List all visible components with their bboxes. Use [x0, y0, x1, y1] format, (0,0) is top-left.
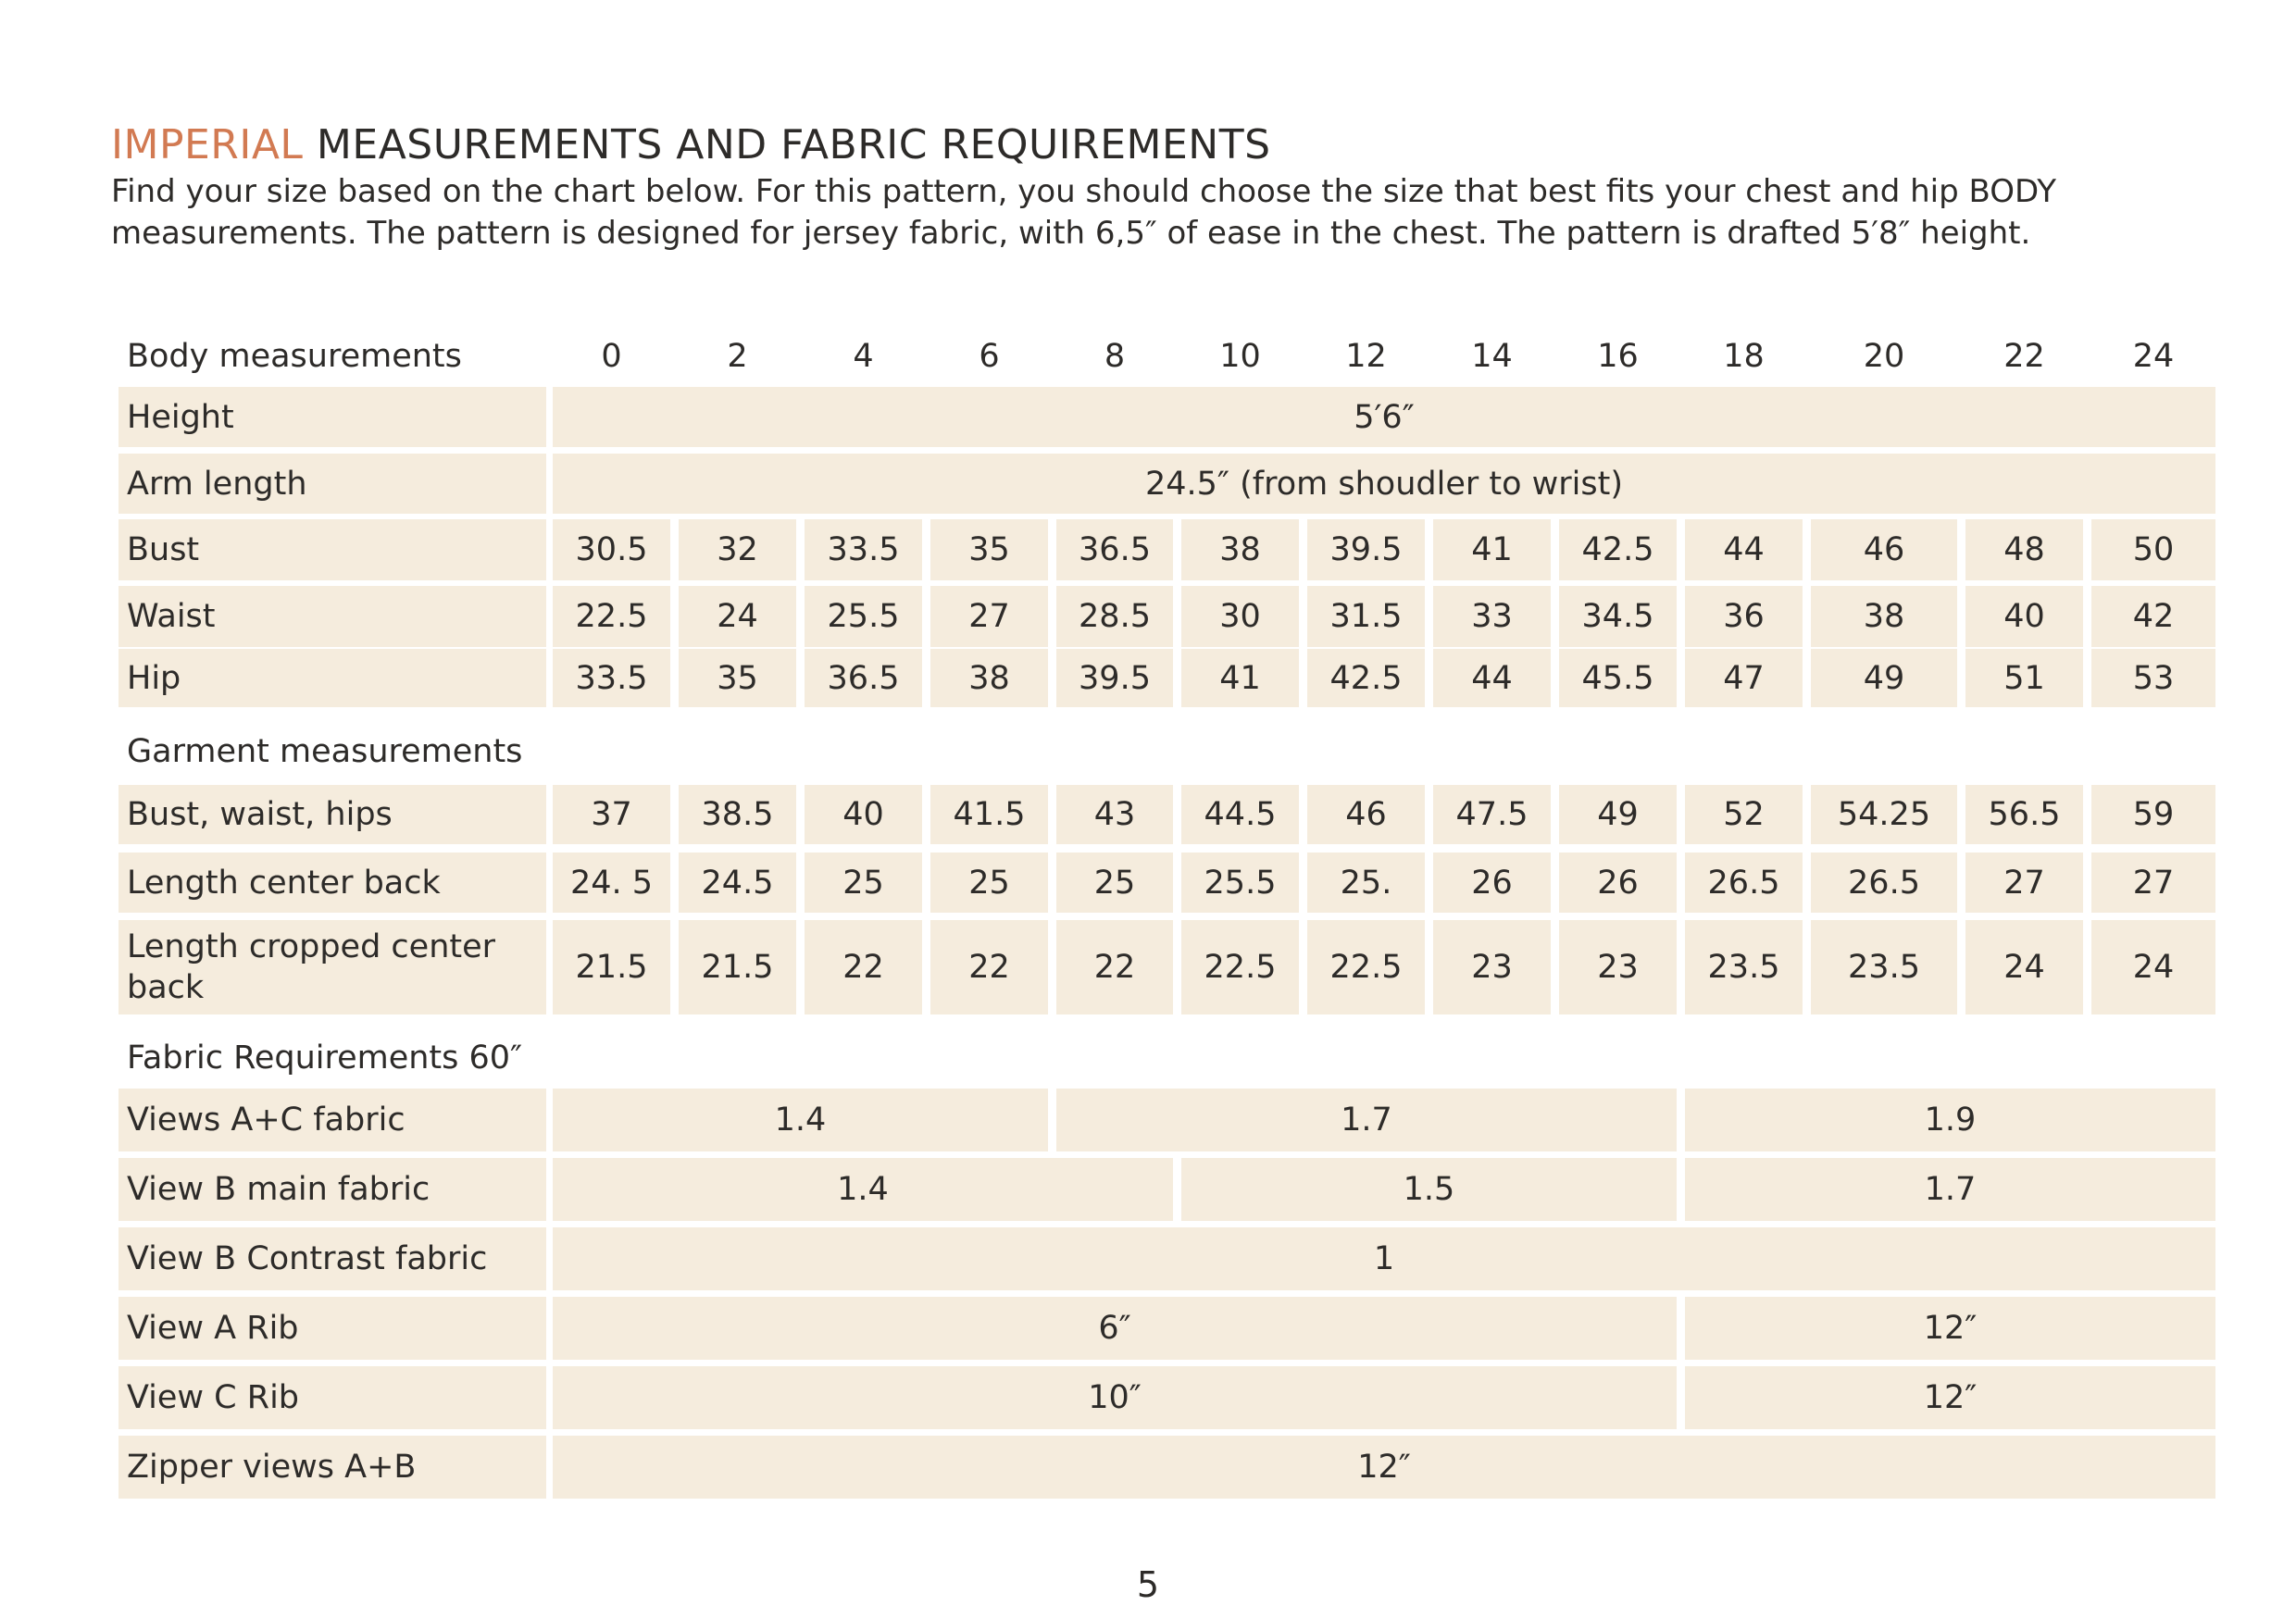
size-value: 42: [2091, 586, 2215, 647]
size-value: 26.5: [1811, 853, 1957, 913]
span-value: 1.4: [553, 1089, 1048, 1151]
table-row: [119, 1297, 2215, 1360]
size-value: 27: [2091, 853, 2215, 913]
size-header: 12: [1345, 338, 1387, 375]
size-value: 51: [1965, 649, 2083, 707]
size-value: 40: [805, 785, 922, 844]
size-value: 48: [1965, 519, 2083, 580]
size-value: 27: [930, 586, 1048, 647]
table-row: [119, 1158, 2215, 1221]
size-value: 22: [1056, 920, 1173, 1014]
size-value: 22: [930, 920, 1048, 1014]
size-value: 42.5: [1307, 649, 1425, 707]
span-value: 10″: [553, 1366, 1677, 1429]
size-value: 50: [2091, 519, 2215, 580]
size-value: 41: [1433, 519, 1551, 580]
section-heading-fabric: Fabric Requirements 60″: [127, 1039, 523, 1077]
size-value: 25: [930, 853, 1048, 913]
size-value: 24.5: [679, 853, 796, 913]
table-row: [119, 853, 2215, 913]
size-value: 56.5: [1965, 785, 2083, 844]
size-value: 41.5: [930, 785, 1048, 844]
size-value: 41: [1181, 649, 1299, 707]
span-value: 24.5″ (from shoudler to wrist): [553, 454, 2215, 514]
size-value: 22.5: [553, 586, 670, 647]
row-label: View A Rib: [119, 1297, 546, 1360]
row-label: Bust, waist, hips: [119, 785, 546, 844]
size-value: 42.5: [1559, 519, 1677, 580]
size-header: 24: [2132, 338, 2175, 375]
size-value: 52: [1685, 785, 1803, 844]
size-header: 22: [2003, 338, 2045, 375]
size-header: 16: [1597, 338, 1639, 375]
size-value: 35: [930, 519, 1048, 580]
size-value: 21.5: [553, 920, 670, 1014]
span-value: 1: [553, 1227, 2215, 1290]
span-value: 1.4: [553, 1158, 1173, 1221]
table-row: [119, 649, 2215, 707]
size-value: 33: [1433, 586, 1551, 647]
row-label: Length cropped center back: [119, 920, 546, 1014]
section-heading-garment: Garment measurements: [127, 733, 523, 770]
size-value: 44: [1685, 519, 1803, 580]
size-value: 46: [1307, 785, 1425, 844]
size-value: 54.25: [1811, 785, 1957, 844]
table-row: [119, 1227, 2215, 1290]
size-header: 14: [1471, 338, 1513, 375]
size-value: 36: [1685, 586, 1803, 647]
size-value: 43: [1056, 785, 1173, 844]
size-value: 33.5: [553, 649, 670, 707]
size-value: 24: [1965, 920, 2083, 1014]
size-value: 40: [1965, 586, 2083, 647]
size-value: 25: [1056, 853, 1173, 913]
row-label: View B Contrast fabric: [119, 1227, 546, 1290]
size-value: 23: [1559, 920, 1677, 1014]
size-value: 21.5: [679, 920, 796, 1014]
size-value: 25.: [1307, 853, 1425, 913]
size-value: 30: [1181, 586, 1299, 647]
page-title: [111, 117, 1271, 174]
size-header: 2: [727, 338, 748, 375]
size-value: 30.5: [553, 519, 670, 580]
table-row: [119, 454, 2215, 514]
table-row: [119, 519, 2215, 580]
size-value: 38: [1811, 586, 1957, 647]
size-value: 31.5: [1307, 586, 1425, 647]
size-value: 32: [679, 519, 796, 580]
size-value: 36.5: [805, 649, 922, 707]
table-row: [119, 1436, 2215, 1499]
size-value: 24: [679, 586, 796, 647]
size-value: 25.5: [805, 586, 922, 647]
size-value: 36.5: [1056, 519, 1173, 580]
table-row: [119, 920, 2215, 1014]
table-row: [119, 1089, 2215, 1151]
size-value: 44.5: [1181, 785, 1299, 844]
size-value: 47.5: [1433, 785, 1551, 844]
size-value: 45.5: [1559, 649, 1677, 707]
table-row: [119, 387, 2215, 447]
size-value: 47: [1685, 649, 1803, 707]
size-value: 23: [1433, 920, 1551, 1014]
span-value: 1.5: [1181, 1158, 1677, 1221]
row-label: Bust: [119, 519, 546, 580]
size-value: 38: [1181, 519, 1299, 580]
row-label: Arm length: [119, 454, 546, 514]
size-header: 18: [1723, 338, 1765, 375]
span-value: 12″: [1685, 1366, 2215, 1429]
table-row: [119, 586, 2215, 647]
size-value: 22: [805, 920, 922, 1014]
size-value: 23.5: [1685, 920, 1803, 1014]
size-header: 10: [1219, 338, 1261, 375]
size-value: 39.5: [1056, 649, 1173, 707]
size-value: 34.5: [1559, 586, 1677, 647]
row-label: Height: [119, 387, 546, 447]
size-value: 49: [1559, 785, 1677, 844]
size-value: 49: [1811, 649, 1957, 707]
title-accent: IMPERIAL: [111, 121, 304, 168]
span-value: 12″: [1685, 1297, 2215, 1360]
size-value: 53: [2091, 649, 2215, 707]
size-value: 38.5: [679, 785, 796, 844]
size-value: 26.5: [1685, 853, 1803, 913]
size-header: 0: [601, 338, 622, 375]
table-row: [119, 785, 2215, 844]
size-value: 24: [2091, 920, 2215, 1014]
size-value: 22.5: [1181, 920, 1299, 1014]
title-rest: MEASUREMENTS AND FABRIC REQUIREMENTS: [303, 121, 1271, 168]
intro-text: Find your size based on the chart below. For this pattern, you should choose the size that best fits your chest and hip BODY measurements. The pattern is designed for jersey fabric, with 6,5″ of ease in the chest. The pattern is drafted 5′8″ height.: [111, 173, 2057, 252]
size-value: 28.5: [1056, 586, 1173, 647]
size-header: 6: [979, 338, 1000, 375]
row-label: Zipper views A+B: [119, 1436, 546, 1499]
size-value: 59: [2091, 785, 2215, 844]
span-value: 5′6″: [553, 387, 2215, 447]
span-value: 12″: [553, 1436, 2215, 1499]
span-value: 6″: [553, 1297, 1677, 1360]
row-label: Views A+C fabric: [119, 1089, 546, 1151]
row-label: Waist: [119, 586, 546, 647]
span-value: 1.7: [1056, 1089, 1677, 1151]
row-label: Hip: [119, 649, 546, 707]
size-value: 39.5: [1307, 519, 1425, 580]
size-header: 4: [853, 338, 874, 375]
size-value: 25.5: [1181, 853, 1299, 913]
table-row: [119, 1366, 2215, 1429]
size-value: 38: [930, 649, 1048, 707]
header-label: Body measurements: [127, 338, 462, 375]
row-label: View B main fabric: [119, 1158, 546, 1221]
size-value: 25: [805, 853, 922, 913]
size-value: 33.5: [805, 519, 922, 580]
size-value: 35: [679, 649, 796, 707]
size-header: 8: [1104, 338, 1126, 375]
page-number: 5: [1136, 1564, 1160, 1605]
size-value: 27: [1965, 853, 2083, 913]
row-label: Length center back: [119, 853, 546, 913]
size-header: 20: [1863, 338, 1905, 375]
span-value: 1.7: [1685, 1158, 2215, 1221]
size-value: 44: [1433, 649, 1551, 707]
span-value: 1.9: [1685, 1089, 2215, 1151]
size-value: 26: [1433, 853, 1551, 913]
table-header: [119, 335, 2215, 378]
size-value: 24. 5: [553, 853, 670, 913]
size-value: 26: [1559, 853, 1677, 913]
size-value: 23.5: [1811, 920, 1957, 1014]
size-value: 37: [553, 785, 670, 844]
row-label: View C Rib: [119, 1366, 546, 1429]
size-value: 22.5: [1307, 920, 1425, 1014]
size-value: 46: [1811, 519, 1957, 580]
